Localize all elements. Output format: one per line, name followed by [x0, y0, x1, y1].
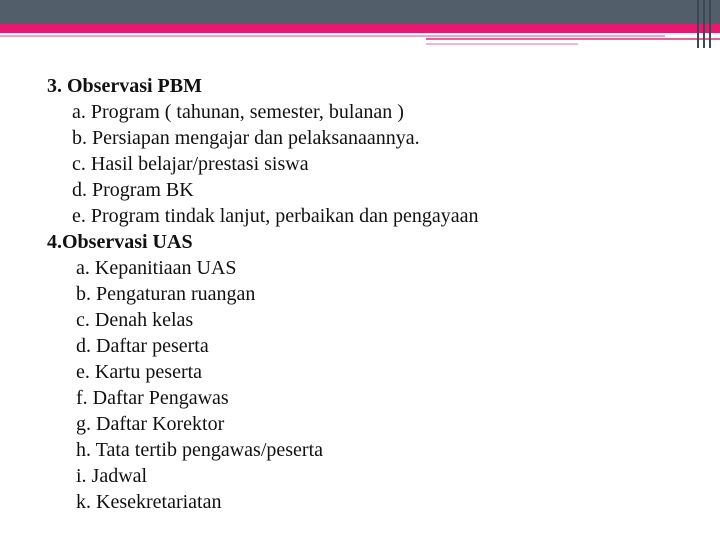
list-item: g. Daftar Korektor	[76, 413, 225, 435]
header-divider	[697, 0, 699, 48]
list-item: e. Program tindak lanjut, perbaikan dan pengayaan	[72, 205, 479, 227]
list-item: i. Jadwal	[76, 465, 148, 487]
list-item: c. Denah kelas	[76, 309, 194, 331]
section-heading: 4.Observasi UAS	[47, 231, 193, 253]
header-bar	[0, 0, 720, 24]
list-item: b. Persiapan mengajar dan pelaksanaannya.	[72, 127, 420, 149]
list-item: a. Kepanitiaan UAS	[76, 257, 237, 279]
list-item: a. Program ( tahunan, semester, bulanan )	[72, 101, 404, 123]
list-item: b. Pengaturan ruangan	[76, 283, 256, 305]
header-divider	[703, 0, 705, 48]
list-item: d. Program BK	[72, 179, 194, 201]
accent-line	[426, 43, 578, 45]
list-item: f. Daftar Pengawas	[76, 387, 229, 409]
list-item: h. Tata tertib pengawas/peserta	[76, 439, 324, 461]
list-item: e. Kartu peserta	[76, 361, 203, 383]
accent-line	[0, 35, 665, 37]
list-item: k. Kesekretariatan	[76, 491, 222, 513]
header-divider	[709, 0, 711, 48]
accent-line	[426, 38, 720, 40]
section-heading: 3. Observasi PBM	[47, 75, 202, 97]
list-item: c. Hasil belajar/prestasi siswa	[72, 153, 309, 175]
accent-bar	[0, 24, 720, 33]
list-item: d. Daftar peserta	[76, 335, 209, 357]
